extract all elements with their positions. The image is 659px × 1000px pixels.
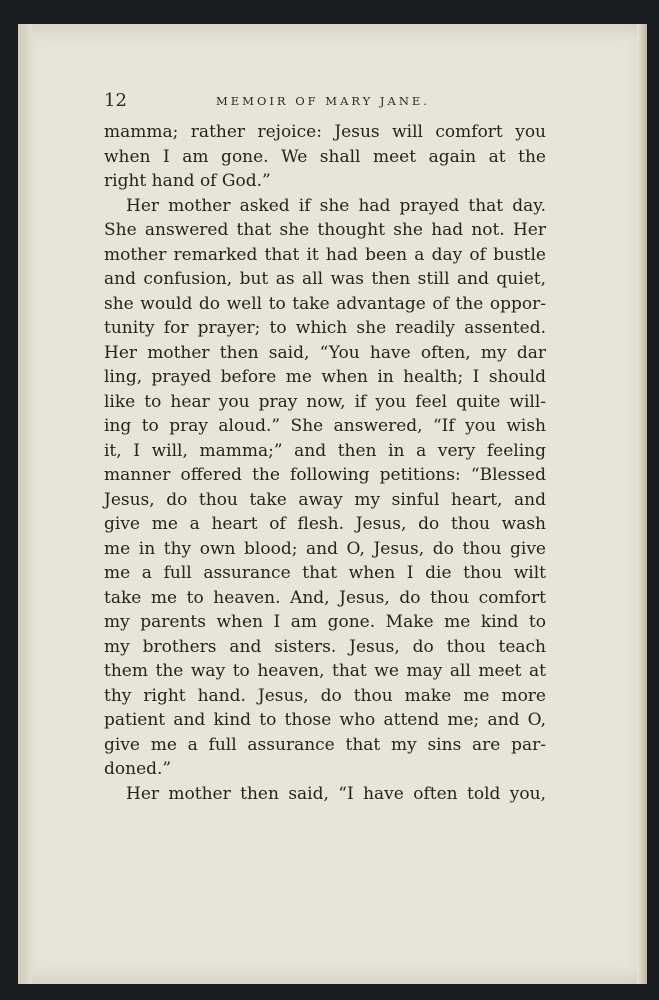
text-line: thy right hand. Jesus, do thou make me more (104, 685, 546, 706)
running-head: MEMOIR OF MARY JANE. (216, 94, 430, 108)
text-line: me a full assurance that when I die thou wilt (104, 563, 546, 583)
text-line: Her mother then said, “You have often, my dar (104, 342, 546, 363)
text-line: like to hear you pray now, if you feel quite will- (104, 391, 546, 412)
body-text (104, 120, 546, 806)
text-line: and confusion, but as all was then still and quiet, (104, 269, 546, 289)
text-line: when I am gone. We shall meet again at the (104, 146, 546, 167)
text-line: my parents when I am gone. Make me kind to (104, 612, 546, 632)
page-number: 12 (104, 90, 127, 111)
text-line: tunity for prayer; to which she readily assented. (104, 318, 546, 338)
page-spine-shadow (18, 24, 32, 984)
text-line: She answered that she thought she had not. Her (104, 220, 546, 240)
text-line: give me a full assurance that my sins are par- (104, 734, 546, 755)
text-line: doned.” (104, 759, 172, 779)
text-line: she would do well to take advantage of the oppor- (104, 293, 546, 314)
text-line: Her mother asked if she had prayed that day. (126, 195, 546, 216)
text-line: me in thy own blood; and O, Jesus, do thou give (104, 538, 546, 559)
text-line: Her mother then said, “I have often told you, (126, 783, 546, 804)
text-line: mamma; rather rejoice: Jesus will comfort you (104, 122, 546, 142)
text-line: Jesus, do thou take away my sinful heart, and (104, 489, 546, 510)
page-header (104, 90, 544, 112)
text-line: right hand of God.” (104, 171, 271, 191)
text-line: take me to heaven. And, Jesus, do thou comfort (104, 587, 546, 608)
text-line: patient and kind to those who attend me; and O, (104, 710, 546, 730)
text-line: my brothers and sisters. Jesus, do thou teach (104, 636, 546, 657)
text-line: it, I will, mamma;” and then in a very feeling (104, 440, 546, 461)
text-line: ling, prayed before me when in health; I should (104, 367, 546, 387)
text-line: them the way to heaven, that we may all meet at (104, 661, 546, 681)
text-line: manner offered the following petitions: “Blessed (104, 465, 546, 485)
text-line: ing to pray aloud.” She answered, “If you wish (104, 416, 546, 436)
page-edge-shadow (637, 24, 647, 984)
text-line: give me a heart of flesh. Jesus, do thou wash (104, 514, 546, 534)
text-line: mother remarked that it had been a day of bustle (104, 244, 546, 265)
